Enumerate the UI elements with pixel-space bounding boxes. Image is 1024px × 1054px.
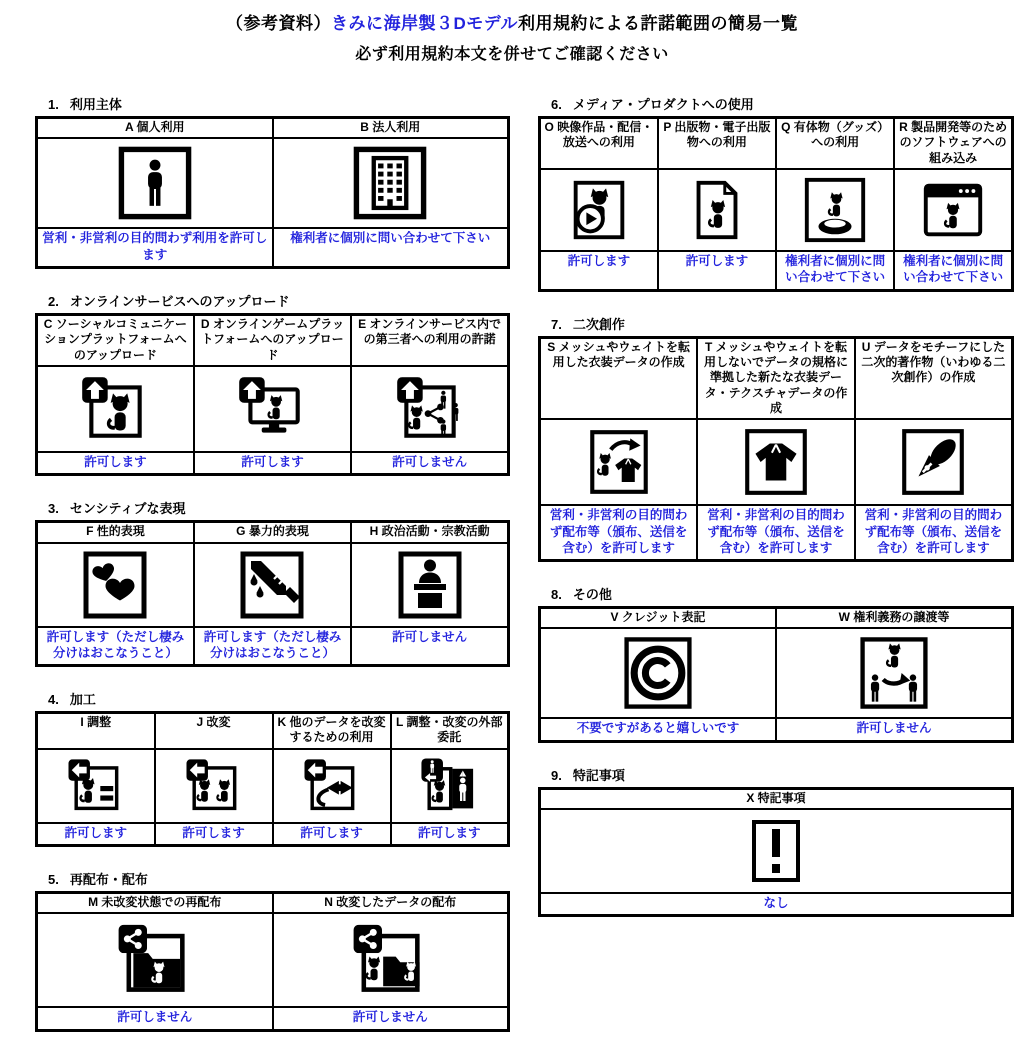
category-label: S メッシュやウェイトを転用した衣装データの作成 [540, 337, 698, 419]
section-number: 7. [551, 316, 562, 332]
category-label: P 出版物・電子出版物への利用 [658, 118, 776, 170]
title-brand: きみに海岸製３Dモデル [331, 14, 518, 33]
category-label: G 暴力的表現 [194, 522, 351, 543]
title-suffix: 利用規約による許諾範囲の簡易一覧 [517, 14, 798, 33]
icon-cell [351, 543, 508, 627]
result-cell: 許可しません [351, 452, 508, 475]
section-derivative-works [538, 314, 1014, 563]
result-cell: 営利・非営利の目的問わず配布等（頒布、送信を含む）を許可します [855, 505, 1013, 560]
icon-cell [37, 366, 194, 452]
section-number: 9. [551, 767, 562, 783]
section-heading: 利用主体 [69, 97, 122, 112]
icon-cell [273, 749, 391, 823]
person-icon [116, 144, 194, 222]
icon-cell [155, 749, 273, 823]
exclamation-icon [740, 815, 812, 887]
section-heading: 特記事項 [572, 767, 625, 783]
right-column [538, 94, 1014, 1054]
hearts-icon [79, 549, 151, 621]
section-heading: メディア・プロダクトへの使用 [572, 97, 754, 112]
section-special-notes [538, 765, 1014, 918]
document-cat-icon [682, 175, 752, 245]
result-cell: なし [540, 893, 1013, 916]
icon-cell [697, 419, 855, 505]
section-heading: 加工 [69, 692, 96, 708]
share-folder-cat-icon [114, 919, 196, 1001]
video-cat-icon [564, 175, 634, 245]
derivative-works-table [538, 336, 1014, 563]
copyright-icon [619, 634, 697, 712]
result-cell: 許可します [658, 251, 776, 290]
page-subtitle: 必ず利用規約本文を併せてご確認ください [355, 46, 669, 63]
category-label: B 法人利用 [273, 118, 509, 139]
icon-cell [855, 419, 1013, 505]
icon-cell [37, 913, 273, 1007]
result-cell: 許可します [540, 251, 658, 290]
result-cell: 営利・非営利の目的問わず配布等（頒布、送信を含む）を許可します [540, 505, 698, 560]
icon-cell [540, 419, 698, 505]
section-number: 6. [551, 97, 562, 112]
section-online-upload [35, 291, 510, 476]
processing-table [35, 711, 510, 847]
icon-cell [776, 628, 1013, 718]
title-prefix: （参考資料） [226, 14, 332, 33]
section-number: 5. [48, 872, 59, 888]
page-title [0, 0, 1024, 34]
section-number: 2. [48, 293, 59, 309]
online-upload-table [35, 313, 510, 476]
outsource-cats-icon [418, 755, 480, 817]
result-cell: 営利・非営利の目的問わず配布等（頒布、送信を含む）を許可します [697, 505, 855, 560]
redistribution-table [35, 891, 510, 1032]
section-heading: センシティブな表現 [69, 501, 186, 517]
result-cell: 許可します（ただし棲み分けはおこなうこと） [194, 627, 351, 666]
social-upload-cat-icon [78, 372, 152, 446]
result-cell: 許可します [273, 823, 391, 846]
result-cell: 許可します [155, 823, 273, 846]
category-label: J 改変 [155, 713, 273, 749]
category-label: X 特記事項 [540, 788, 1013, 809]
icon-cell [391, 749, 509, 823]
share-folder-transform-icon [349, 919, 431, 1001]
pen-nib-icon [896, 425, 970, 499]
icon-cell [540, 628, 777, 718]
category-label: D オンラインゲームプラットフォームへのアップロード [194, 314, 351, 366]
result-cell: 権利者に個別に問い合わせて下さい [273, 228, 509, 267]
usage-subject-table [35, 116, 510, 269]
icon-cell [894, 169, 1012, 251]
icon-cell [540, 169, 658, 251]
result-cell: 許可します [37, 452, 194, 475]
category-label: U データをモチーフにした二次的著作物（いわゆる二次創作）の作成 [855, 337, 1013, 419]
result-cell: 許可しません [37, 1007, 273, 1030]
category-label: E オンラインサービス内での第三者への利用の許諾 [351, 314, 508, 366]
category-label: V クレジット表記 [540, 608, 777, 629]
category-label: L 調整・改変の外部委託 [391, 713, 509, 749]
result-cell: 許可しません [776, 718, 1013, 741]
media-product-table [538, 116, 1014, 292]
icon-cell [658, 169, 776, 251]
icon-cell [194, 366, 351, 452]
sensitive-expression-table [35, 520, 510, 667]
icon-cell [37, 138, 273, 228]
adjust-equal-cat-icon [65, 755, 127, 817]
result-cell: 許可します [194, 452, 351, 475]
category-label: K 他のデータを改変するための利用 [273, 713, 391, 749]
knife-icon [236, 549, 308, 621]
category-label: M 未改変状態での再配布 [37, 893, 273, 914]
costume-reuse-icon [582, 425, 656, 499]
modify-two-cats-icon [183, 755, 245, 817]
result-cell: 許可しません [273, 1007, 509, 1030]
category-label: C ソーシャルコミュニケーションプラットフォームへのアップロード [37, 314, 194, 366]
category-label: T メッシュやウェイトを転用しないでデータの規格に準拠した新たな衣装データ・テクスチャデータの作成 [697, 337, 855, 419]
section-heading: 二次創作 [572, 316, 625, 332]
content-columns [35, 94, 1024, 1054]
category-label: A 個人利用 [37, 118, 273, 139]
section-number: 1. [48, 97, 59, 112]
section-processing [35, 689, 510, 847]
section-others [538, 584, 1014, 743]
section-heading: その他 [572, 587, 612, 603]
icon-cell [194, 543, 351, 627]
section-redistribution [35, 869, 510, 1032]
category-label: N 改変したデータの配布 [273, 893, 509, 914]
category-label: R 製品開発等のためのソフトウェアへの組み込み [894, 118, 1012, 170]
costume-new-icon [739, 425, 813, 499]
third-party-share-icon [393, 372, 467, 446]
section-number: 4. [48, 692, 59, 708]
result-cell: 不要ですがあると嬉しいです [540, 718, 777, 741]
result-cell: 許可します（ただし棲み分けはおこなうこと） [37, 627, 194, 666]
figurine-cat-icon [800, 175, 870, 245]
software-window-cat-icon [918, 175, 988, 245]
icon-cell [776, 169, 894, 251]
icon-cell [351, 366, 508, 452]
building-icon [351, 144, 429, 222]
result-cell: 許可しません [351, 627, 508, 666]
special-notes-table [538, 787, 1014, 918]
category-label: W 権利義務の譲渡等 [776, 608, 1013, 629]
game-upload-cat-icon [235, 372, 309, 446]
others-table [538, 606, 1014, 743]
section-heading: オンラインサービスへのアップロード [69, 293, 290, 309]
icon-cell [540, 809, 1013, 893]
ribbon-tail-icon [301, 755, 363, 817]
podium-speaker-icon [394, 549, 466, 621]
result-cell: 許可します [37, 823, 155, 846]
result-cell: 権利者に個別に問い合わせて下さい [776, 251, 894, 290]
rights-transfer-icon [855, 634, 933, 712]
category-label: O 映像作品・配信・放送への利用 [540, 118, 658, 170]
section-number: 8. [551, 587, 562, 603]
left-column [35, 94, 510, 1054]
category-label: I 調整 [37, 713, 155, 749]
icon-cell [273, 138, 509, 228]
result-cell: 営利・非営利の目的問わず利用を許可します [37, 228, 273, 267]
icon-cell [37, 543, 194, 627]
category-label: F 性的表現 [37, 522, 194, 543]
section-usage-subject [35, 94, 510, 269]
category-label: H 政治活動・宗教活動 [351, 522, 508, 543]
category-label: Q 有体物（グッズ）への利用 [776, 118, 894, 170]
result-cell: 権利者に個別に問い合わせて下さい [894, 251, 1012, 290]
section-heading: 再配布・配布 [69, 872, 148, 888]
section-number: 3. [48, 501, 59, 517]
icon-cell [273, 913, 509, 1007]
result-cell: 許可します [391, 823, 509, 846]
section-sensitive-expression [35, 498, 510, 667]
icon-cell [37, 749, 155, 823]
section-media-product [538, 94, 1014, 292]
